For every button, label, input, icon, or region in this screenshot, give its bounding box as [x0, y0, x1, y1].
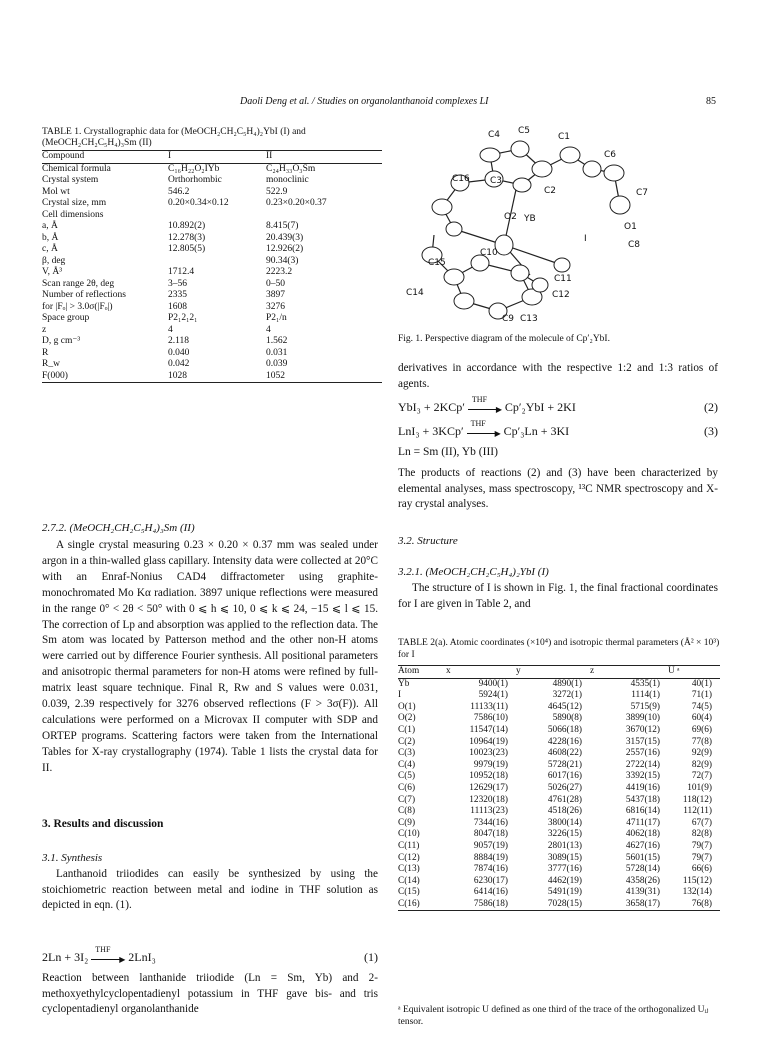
table2-cell: 7028(15) [547, 898, 582, 909]
table2-cell: 4608(22) [547, 748, 582, 759]
section-3-2-heading: 3.2. Structure [398, 535, 458, 547]
table2-cell: 6816(14) [625, 806, 660, 817]
atom-label: I [584, 234, 587, 244]
table2-cell: 2801(13) [547, 840, 582, 851]
table2-cell: 11113(23) [470, 806, 508, 817]
table2-row [398, 899, 720, 911]
table2-cell: 69(6) [691, 724, 712, 735]
table2-row [398, 713, 720, 725]
table1-caption: TABLE 1. Crystallographic data for (MeOCH₂CH₂C₅H₄)₂YbI (I) and (MeOCH₂CH₂C₅H₄)₃Sm (II) [42, 127, 306, 148]
table1-cell: 3–56 [168, 278, 187, 289]
right-text-1: derivatives in accordance with the respective 1:2 and 1:3 ratios of agents. [398, 362, 718, 390]
table2-cell: 5728(14) [625, 864, 660, 875]
table2-cell: 66(6) [691, 864, 712, 875]
table1 [42, 150, 382, 383]
table2-row [398, 702, 720, 714]
atom-label: C13 [520, 314, 538, 324]
table1-cell: Orthorhombic [168, 175, 222, 185]
table1-row [42, 348, 382, 360]
table1-row [42, 359, 382, 371]
table1-cell: 2.118 [168, 336, 190, 346]
table2-cell: 7586(18) [473, 898, 508, 909]
table2-cell: 3670(12) [625, 724, 660, 735]
equation-1: 2Ln + 3I₂ THF ▶ 2LnI₃ (1) [42, 945, 378, 965]
atom-label: YB [524, 214, 536, 224]
table2-cell: 7586(10) [473, 713, 508, 724]
table2-cell: 9057(19) [473, 840, 508, 851]
table1-cell: for |Fₒ| > 3.0σ(|Fₒ|) [42, 301, 113, 312]
table2-cell: 5890(8) [552, 713, 582, 724]
table1-cell: Number of reflections [42, 290, 126, 300]
reaction-arrow: THF ▶ [91, 951, 125, 965]
table1-cell: 522.9 [266, 186, 288, 197]
table2-cell: 4645(12) [547, 701, 582, 712]
atom-label: C15 [428, 258, 446, 268]
table1-cell: Mol wt [42, 186, 70, 197]
table2-cell: 5066(18) [547, 724, 582, 735]
table2-cell: 67(7) [691, 817, 712, 828]
table2-caption: TABLE 2(a). Atomic coordinates (×10⁴) and isotropic thermal parameters (Å² × 10³) for I [398, 638, 720, 660]
table2-header-cell: U ᵃ [668, 666, 680, 676]
table2-cell: 92(9) [691, 748, 712, 759]
table1-cell: 1.562 [266, 336, 288, 346]
running-title: Daoli Deng et al. / Studies on organolanthanoid complexes LI [240, 96, 489, 107]
table1-cell: 1712.4 [168, 267, 195, 277]
table2-cell: 5715(9) [630, 701, 660, 712]
table2-cell: 2557(16) [625, 748, 660, 759]
table2-cell: 101(9) [687, 782, 712, 793]
table1-cell: 0.039 [266, 359, 288, 369]
table1-row [42, 187, 382, 199]
table2-cell: I [398, 690, 402, 701]
table2 [398, 665, 720, 911]
table1-row [42, 198, 382, 210]
table1-cell: 0.23×0.20×0.37 [266, 198, 327, 208]
table1-cell: C₂₄H₃₃O₃Sm [266, 163, 316, 174]
table2-cell: C(7) [398, 794, 416, 805]
table2-row [398, 887, 720, 899]
table2-cell: C(6) [398, 782, 416, 793]
table1-row [42, 221, 382, 233]
page-number: 85 [706, 96, 716, 107]
table2-header-cell: Atom [398, 666, 420, 676]
table1-cell: Cell dimensions [42, 209, 104, 220]
table2-cell: 1114(1) [631, 690, 660, 701]
table2-cell: C(10) [398, 829, 420, 840]
table2-cell: 115(12) [682, 875, 712, 886]
table2-cell: 10023(23) [469, 748, 508, 759]
right-text-2: The products of reactions (2) and (3) have been characterized by elemental analyses, mass spectroscopy, ¹³C NMR spectroscopy and X-ray crystal analyses. [398, 467, 718, 511]
table2-row [398, 818, 720, 830]
table2-cell: C(3) [398, 748, 416, 759]
section-2-7-2-text: A single crystal measuring 0.23 × 0.20 × 0.37 mm was sealed under argon in a thin-walled glass capillary. Intensity data were collected at 20°C with an Enraf-Nonius CAD4 diffractometer using graphite-monochromated Mo Kα radiation. 3897 unique reflections were measured in the range 0° < 2θ < 50° with 0 ⩽ h ⩽ 10, 0 ⩽ k ⩽ 24, −15 ⩽ l ⩽ 15. The correction of Lp and absorption was applied to the reflection data. The Sm atom was located by Patterson method and the other non-H atoms were carried out by difference Fourier synthesis. All positional parameters and anisotropic thermal parameters for non-H atoms were refined by full-matrix least square technique. Final R, Rw and S values were 0.031, 0.039, 2.39 respectively for 3276 observed reflections (F > 3σ(F)). All calculations were performed on a Microvax II computer with SDP and ORTEP programs. Scattering factors were taken from the International Tables for X-ray crystallography (1974). Table 1 lists the crystal data for II. [42, 539, 378, 774]
table1-cell: V, Å³ [42, 267, 63, 277]
table1-cell: 8.415(7) [266, 221, 299, 231]
table1-cell [266, 210, 376, 222]
section-2-7-2-heading: 2.7.2. (MeOCH₂CH₂C₅H₄)₃Sm (II) [42, 522, 195, 534]
table1-cell: β, deg [42, 255, 66, 266]
table2-row [398, 748, 720, 760]
table1-row [42, 151, 382, 163]
atom-label: C10 [480, 248, 498, 258]
table2-cell: 3800(14) [547, 817, 582, 828]
atom-label: C11 [554, 274, 572, 284]
table2-cell: 3157(15) [625, 736, 660, 747]
table1-row [42, 313, 382, 325]
right-text-3: The structure of I is shown in Fig. 1, the final fractional coordinates for I are given in Table 2, and [398, 582, 718, 610]
table2-cell: 5601(15) [625, 852, 660, 863]
molecule-figure [392, 125, 712, 325]
table2-cell: 7874(16) [473, 864, 508, 875]
table1-cell: Chemical formula [42, 163, 111, 174]
table1-cell [168, 210, 266, 222]
atom-label: O2 [504, 212, 517, 222]
table2-cell: C(2) [398, 736, 416, 747]
table2-row [398, 795, 720, 807]
table1-cell: Crystal system [42, 175, 99, 185]
table1-cell: F(000) [42, 370, 68, 381]
atom-label: C6 [604, 150, 617, 160]
table1-cell: 546.2 [168, 186, 190, 197]
table1-row [42, 267, 382, 279]
table2-cell: 4711(17) [626, 817, 660, 828]
table2-cell: 11133(11) [470, 701, 508, 712]
table1-cell: c, Å [42, 244, 58, 254]
table1-cell: 90.34(3) [266, 255, 299, 266]
table1-cell: 4 [266, 324, 271, 335]
table1-cell: 3897 [266, 290, 285, 300]
equation-3: LnI₃ + 3KCp′ THF ▶ Cp′₃Ln + 3KI (3) [398, 419, 718, 439]
table2-cell: 8047(18) [473, 829, 508, 840]
table2-cell: Yb [398, 678, 410, 689]
table2-cell: 3777(16) [547, 864, 582, 875]
table1-cell: 1052 [266, 370, 285, 381]
table2-cell: 82(8) [691, 829, 712, 840]
table2-cell: 112(11) [683, 806, 712, 817]
table2-cell: 4358(26) [625, 875, 660, 886]
table1-cell: P2₁/n [266, 313, 287, 323]
table2-cell: 4518(26) [547, 806, 582, 817]
table2-cell: 3658(17) [625, 898, 660, 909]
table2-cell: 11547(14) [469, 724, 508, 735]
table2-cell: 3272(1) [552, 690, 582, 701]
table1-cell: b, Å [42, 232, 59, 243]
atom-label: O1 [624, 222, 637, 232]
atom-label: C5 [518, 126, 531, 136]
table2-cell: 76(8) [691, 898, 712, 909]
table1-cell: a, Å [42, 221, 58, 231]
table2-cell: 118(12) [682, 794, 712, 805]
table1-cell: 1608 [168, 301, 187, 312]
table2-cell: 4627(16) [625, 840, 660, 851]
section-3-heading: 3. Results and discussion [42, 818, 164, 830]
table1-cell: 0.031 [266, 347, 288, 358]
table1-cell [168, 256, 266, 268]
table1-cell: R [42, 347, 49, 358]
section-3-1-text-cont: Reaction between lanthanide triiodide (Ln = Sm, Yb) and 2-methoxyethylcyclopentadienyl potassium in THF gave bis- and tris cyclopentadienyl organolanthanide [42, 972, 378, 1016]
reaction-arrow: THF ▶ [467, 425, 501, 439]
table2-cell: 72(7) [691, 771, 712, 782]
figure-caption: Fig. 1. Perspective diagram of the molecule of Cp′₂YbI. [398, 334, 610, 344]
table2-cell: 4462(19) [547, 875, 582, 886]
table2-cell: 79(7) [691, 840, 712, 851]
atom-label: C8 [628, 240, 641, 250]
table2-cell: 2722(14) [625, 759, 660, 770]
table2-cell: 132(14) [682, 887, 712, 898]
table2-cell: 4062(18) [625, 829, 660, 840]
table2-row [398, 725, 720, 737]
table2-cell: 79(7) [691, 852, 712, 863]
atom-label: C2 [544, 186, 557, 196]
table1-row [42, 279, 382, 291]
table1-row [42, 175, 382, 187]
table2-cell: C(9) [398, 817, 416, 828]
table1-row [42, 302, 382, 314]
table1-cell: 0.042 [168, 359, 190, 369]
table2-cell: 5924(1) [478, 690, 508, 701]
table1-cell: D, g cm⁻³ [42, 336, 81, 346]
table1-cell: 12.926(2) [266, 244, 304, 254]
table2-cell: 82(9) [691, 759, 712, 770]
table2-row [398, 864, 720, 876]
section-3-2-1-heading: 3.2.1. (MeOCH₂CH₂C₅H₄)₂YbI (I) [398, 566, 549, 578]
table2-cell: 7344(16) [473, 817, 508, 828]
table2-cell: 4228(16) [547, 736, 582, 747]
table2-cell: 4419(16) [625, 782, 660, 793]
table2-cell: 5437(18) [625, 794, 660, 805]
table1-cell: Scan range 2θ, deg [42, 278, 115, 289]
table2-cell: 4890(1) [552, 678, 582, 689]
table2-cell: C(5) [398, 771, 416, 782]
table1-row [42, 256, 382, 268]
atom-label: C12 [552, 290, 570, 300]
table1-row [42, 210, 382, 222]
table2-header [398, 666, 720, 678]
table1-row [42, 244, 382, 256]
table2-cell: 12320(18) [469, 794, 508, 805]
table1-cell: Compound [42, 151, 85, 161]
atom-label: C3 [490, 176, 503, 186]
table2-cell: C(12) [398, 852, 420, 863]
table2-cell: 8884(19) [473, 852, 508, 863]
table1-cell: 3276 [266, 301, 285, 312]
table1-row [42, 164, 382, 176]
table2-cell: 5728(21) [547, 759, 582, 770]
table2-row [398, 783, 720, 795]
table2-cell: 5026(27) [547, 782, 582, 793]
table1-cell: 4 [168, 324, 173, 335]
ln-definition: Ln = Sm (II), Yb (III) [398, 446, 498, 458]
table2-cell: C(13) [398, 864, 420, 875]
table2-cell: O(2) [398, 713, 416, 724]
table2-footnote: ᵃ Equivalent isotropic U defined as one third of the trace of the orthogonalized Uᵢⱼ tensor. [398, 1005, 709, 1027]
table2-cell: 9400(1) [478, 678, 508, 689]
table2-cell: 9979(19) [473, 759, 508, 770]
table1-cell: 2223.2 [266, 267, 293, 277]
table1-row [42, 325, 382, 337]
table2-cell: 4139(31) [625, 887, 660, 898]
table2-cell: 77(8) [691, 736, 712, 747]
table2-cell: C(1) [398, 724, 416, 735]
table2-cell: C(11) [398, 840, 420, 851]
atom-label: C1 [558, 132, 571, 142]
equation-2: YbI₃ + 2KCp′ THF ▶ Cp′₂YbI + 2KI (2) [398, 395, 718, 415]
table1-cell: I [168, 151, 172, 161]
table1-cell: 0.20×0.34×0.12 [168, 198, 229, 208]
atom-label: C16 [452, 174, 470, 184]
table2-cell: 6414(16) [473, 887, 508, 898]
table2-cell: O(1) [398, 701, 416, 712]
table2-row [398, 853, 720, 865]
table2-cell: 6017(16) [547, 771, 582, 782]
table2-row [398, 690, 720, 702]
table2-cell: 12629(17) [469, 782, 508, 793]
table1-cell: 0–50 [266, 278, 285, 289]
table1-row [42, 233, 382, 245]
atom-label: C14 [406, 288, 424, 298]
table1-cell: 12.278(3) [168, 232, 206, 243]
table2-cell: 5491(19) [547, 887, 582, 898]
table2-cell: 3392(15) [625, 771, 660, 782]
table1-cell: P2₁2₁2₁ [168, 313, 198, 323]
table1-row [42, 336, 382, 348]
table1-cell: 0.040 [168, 347, 190, 358]
table2-row [398, 760, 720, 772]
table2-cell: 40(1) [691, 678, 712, 689]
table2-cell: C(4) [398, 759, 416, 770]
table1-cell: C₁₆H₂₂O₂IYb [168, 163, 220, 174]
table2-cell: C(14) [398, 875, 420, 886]
atom-label: C4 [488, 130, 501, 140]
section-3-1-text: Lanthanoid triiodides can easily be synthesized by using the stoichiometric reaction between metal and iodine in THF solution as depicted in eqn. (1). [42, 868, 378, 912]
atom-label: C7 [636, 188, 649, 198]
table1-cell: Space group [42, 313, 90, 323]
table1-cell: 20.439(3) [266, 232, 304, 243]
table1-cell: 2335 [168, 290, 187, 300]
table2-row [398, 679, 720, 691]
table2-header-cell: y [516, 666, 521, 676]
table1-cell: R_w [42, 359, 60, 369]
table2-header-cell: x [446, 666, 451, 676]
table1-row [42, 371, 382, 383]
table2-cell: 3226(15) [547, 829, 582, 840]
table1-cell: monoclinic [266, 175, 309, 185]
table2-cell: C(16) [398, 898, 420, 909]
table1-cell: 1028 [168, 370, 187, 381]
table2-cell: 60(4) [691, 713, 712, 724]
table2-cell: C(8) [398, 806, 416, 817]
section-3-1-heading: 3.1. Synthesis [42, 852, 103, 864]
table2-cell: 3899(10) [625, 713, 660, 724]
atom-label: C9 [502, 314, 515, 324]
table2-cell: 4535(1) [630, 678, 660, 689]
table2-row [398, 771, 720, 783]
table2-row [398, 841, 720, 853]
table1-cell: 10.892(2) [168, 221, 206, 231]
table2-cell: 71(1) [691, 690, 712, 701]
table2-cell: 74(5) [691, 701, 712, 712]
table1-cell: 12.805(5) [168, 244, 206, 254]
table1-cell: z [42, 324, 47, 335]
table1-row [42, 290, 382, 302]
table2-row [398, 829, 720, 841]
table2-cell: C(15) [398, 887, 420, 898]
table2-cell: 10952(18) [469, 771, 508, 782]
reaction-arrow: THF ▶ [468, 401, 502, 415]
table2-row [398, 806, 720, 818]
table2-cell: 3089(15) [547, 852, 582, 863]
table2-row [398, 737, 720, 749]
table2-cell: 6230(17) [473, 875, 508, 886]
table2-header-cell: z [590, 666, 595, 676]
table2-cell: 4761(28) [547, 794, 582, 805]
table2-cell: 10964(19) [469, 736, 508, 747]
table1-cell: Crystal size, mm [42, 198, 107, 208]
table2-row [398, 876, 720, 888]
table1-cell: II [266, 151, 273, 161]
